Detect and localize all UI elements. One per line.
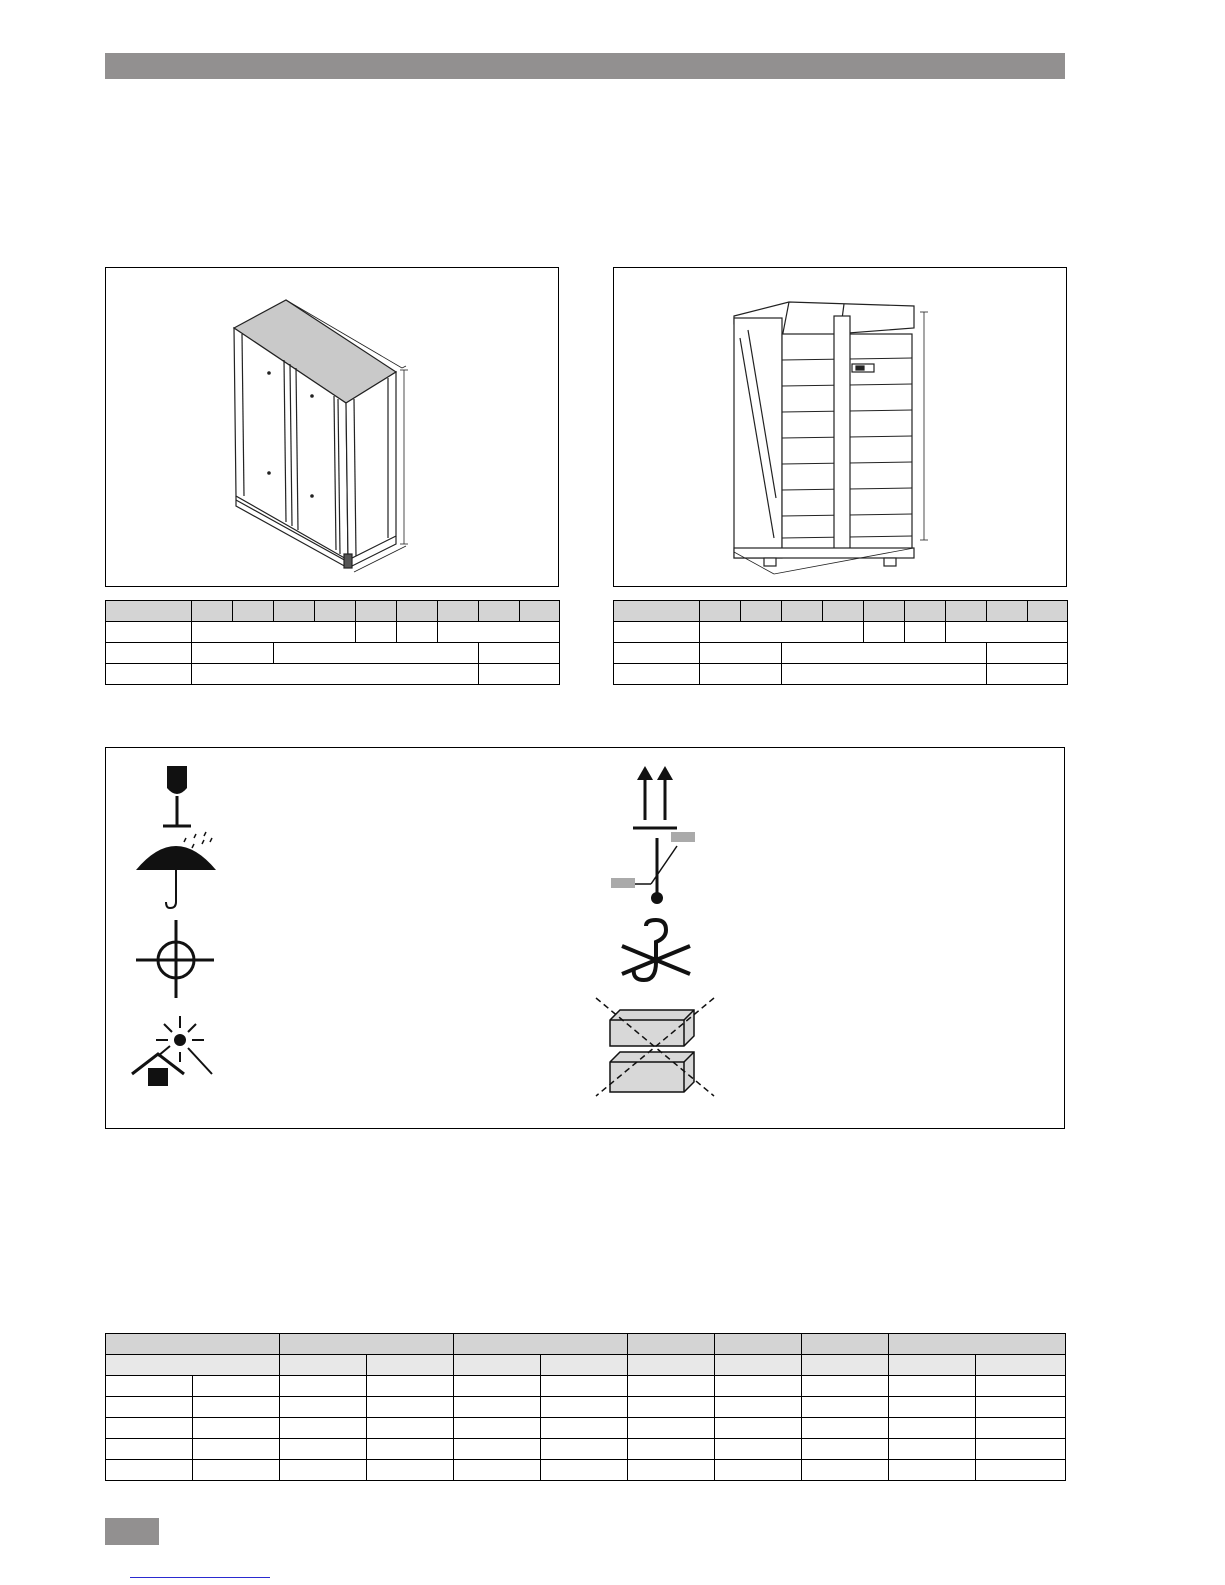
weights-dimensions-table [105,1333,1066,1481]
table-row [614,643,1068,664]
table-row [614,622,1068,643]
keep-away-from-sunlight-icon [132,1016,212,1086]
this-way-up-arrows-icon [633,766,677,828]
table-row [106,1397,1066,1418]
handling-symbols-panel [105,747,1065,1129]
crate-dimensions-table [613,600,1068,685]
table-header-row [106,1334,1066,1355]
keep-dry-umbrella-icon [136,832,216,908]
table-header-row [614,601,1068,622]
cabinet-drawing [106,268,558,586]
do-not-stack-icon [596,998,714,1096]
table-row [106,622,560,643]
fragile-glass-icon [163,766,191,826]
cabinet-dimensions-table [105,600,560,685]
table-row [106,1418,1066,1439]
header-bar [105,53,1065,79]
footer-link-underline[interactable] [130,1577,270,1578]
table-row [614,664,1068,685]
table-row [106,643,560,664]
cabinet-figure [105,267,559,587]
page-number-tab [105,1518,159,1545]
table-row [106,1460,1066,1481]
table-subheader-row [106,1355,1066,1376]
table-header-row [106,601,560,622]
center-of-gravity-icon [136,920,214,998]
crated-cabinet-drawing [614,268,1066,586]
table-row [106,1376,1066,1397]
table-row [106,664,560,685]
no-hooks-icon [622,920,690,980]
temperature-limit-icon [611,832,695,904]
handling-symbols [106,748,1064,1128]
crated-cabinet-figure [613,267,1067,587]
table-row [106,1439,1066,1460]
